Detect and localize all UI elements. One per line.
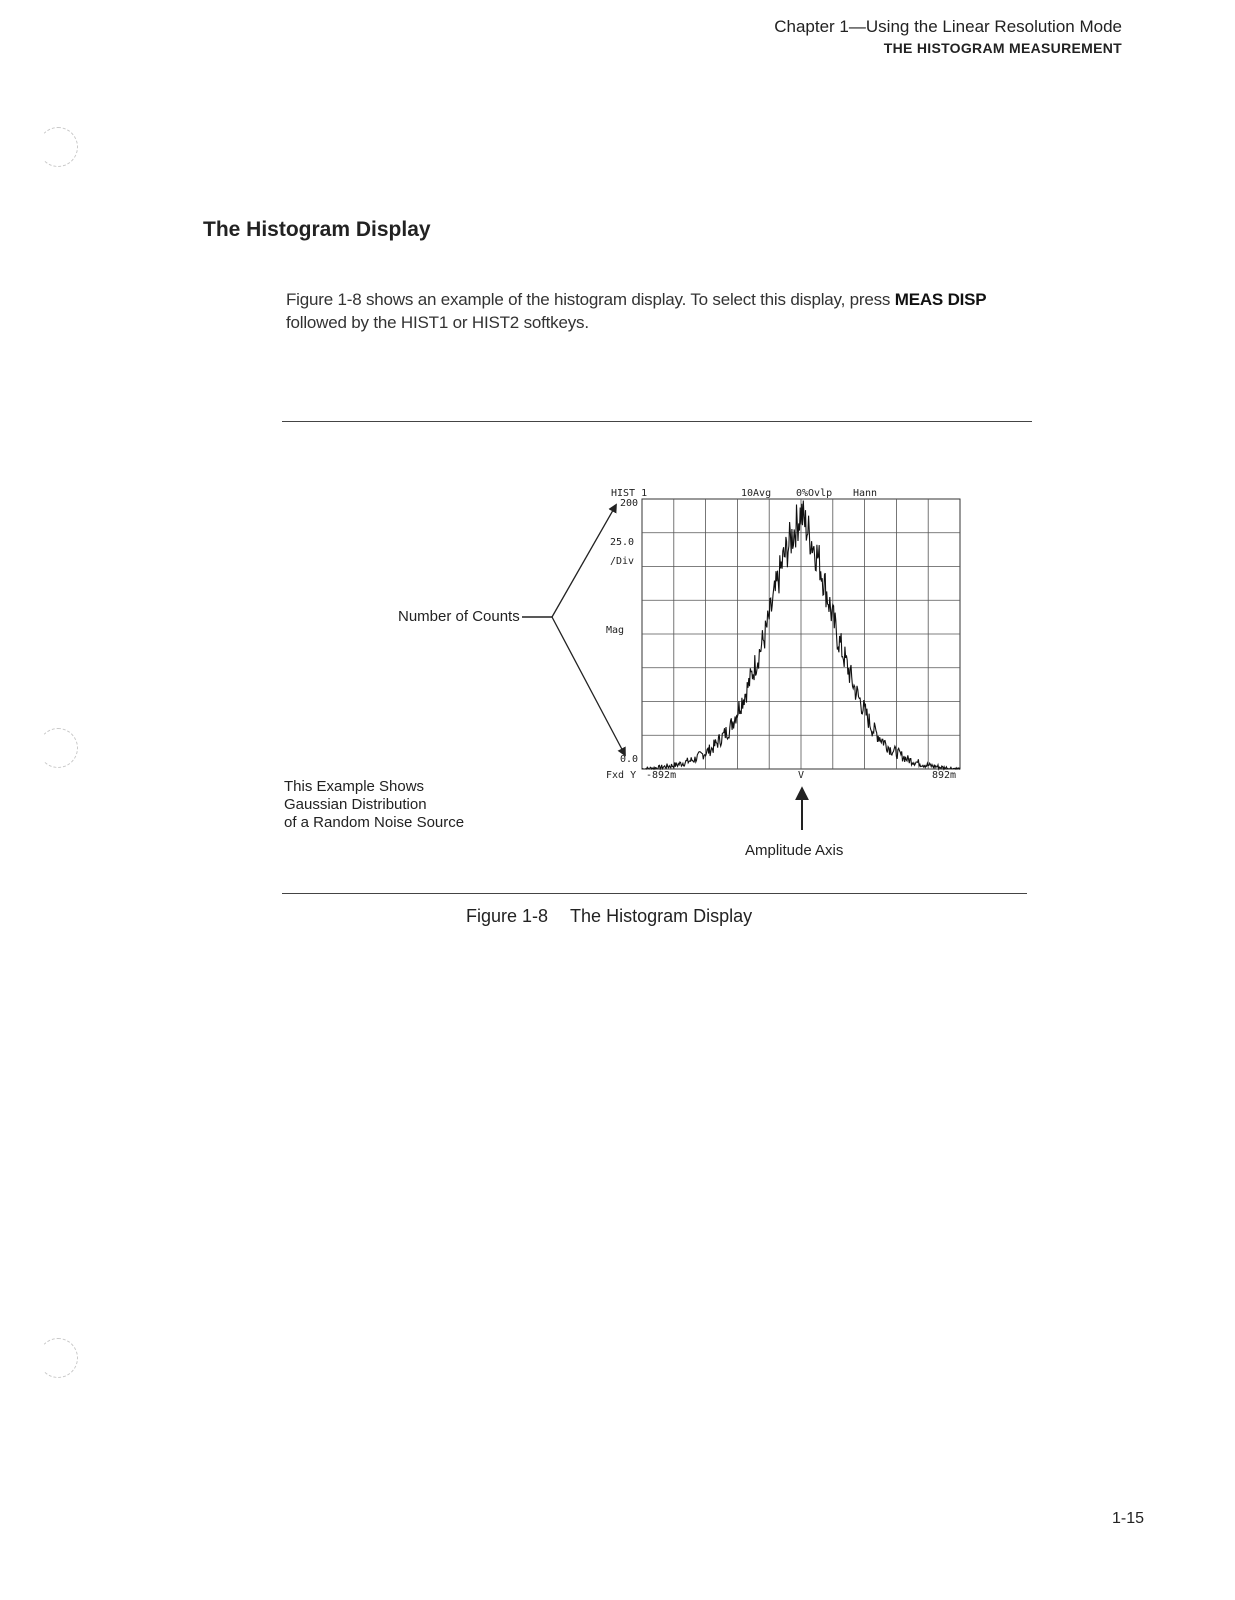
overlap-label: 0%Ovlp [796, 488, 833, 499]
bottom-value-label: 0.0 [620, 754, 639, 765]
example-note-line-2: Gaussian Distribution [284, 796, 427, 813]
figure-title: The Histogram Display [570, 906, 753, 926]
page-number: 1-15 [1112, 1510, 1145, 1527]
counts-arrow-top [552, 505, 616, 617]
per-div-unit-label: /Div [610, 556, 635, 567]
example-note-line-1: This Example Shows [284, 778, 425, 795]
paragraph-text-2: followed by the HIST1 or HIST2 softkeys. [286, 313, 589, 332]
histogram-plot [642, 499, 960, 769]
window-label: Hann [853, 488, 878, 499]
figure-caption [466, 906, 752, 927]
example-note [284, 778, 464, 832]
x-start-label: -892m [646, 770, 677, 781]
running-header-chapter: Chapter 1—Using the Linear Resolution Mode [774, 17, 1122, 36]
number-of-counts-label: Number of Counts [398, 608, 520, 625]
amplitude-axis-label: Amplitude Axis [745, 842, 844, 859]
x-end-label: 892m [932, 770, 957, 781]
paragraph-text-1: Figure 1-8 shows an example of the histogram display. To select this display, press [286, 290, 895, 309]
top-value-label: 200 [620, 498, 639, 509]
section-title: The Histogram Display [203, 218, 431, 241]
scale-label: Mag [606, 625, 625, 636]
x-unit-label: V [798, 770, 805, 781]
figure-number: Figure 1-8 [466, 906, 549, 926]
per-div-label: 25.0 [610, 537, 635, 548]
counts-arrow-bottom [552, 617, 625, 755]
figure-bottom-rule [282, 893, 1027, 894]
avg-label: 10Avg [741, 488, 772, 499]
trace-label: HIST 1 [611, 488, 648, 499]
example-note-line-3: of a Random Noise Source [284, 814, 465, 831]
running-header-section: THE HISTOGRAM MEASUREMENT [883, 40, 1122, 56]
meas-disp-key: MEAS DISP [894, 290, 987, 309]
x-mode-label: Fxd Y [606, 770, 637, 781]
